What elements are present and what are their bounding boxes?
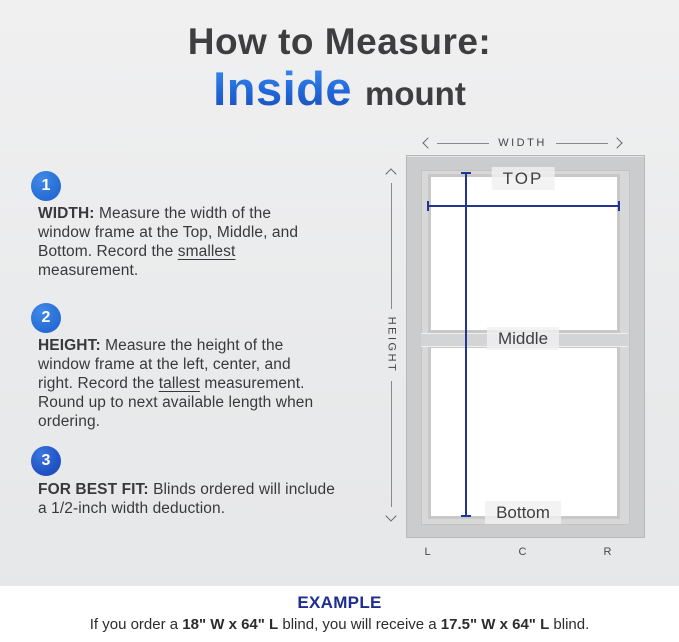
label-right-r: R xyxy=(603,546,613,558)
height-arrow-line xyxy=(391,183,392,309)
arrow-up-icon xyxy=(385,168,396,179)
width-dimension-arrow xyxy=(424,137,621,149)
label-bottom: Bottom xyxy=(485,501,561,524)
height-dimension-arrow xyxy=(384,170,398,520)
title-line-1: How to Measure: xyxy=(187,21,492,62)
width-label: WIDTH xyxy=(498,137,547,149)
width-arrow-line xyxy=(437,143,489,144)
title-rest-mount: mount xyxy=(365,74,466,112)
step-3-badge: 3 xyxy=(31,446,61,476)
page-title xyxy=(0,21,679,115)
height-label: HEIGHT xyxy=(385,316,397,374)
step-3-text: FOR BEST FIT: Blinds ordered will include a 1/2-inch width deduction. xyxy=(38,481,335,517)
step-1-text: WIDTH: Measure the width of the window frame at the Top, Middle, and Bottom. Record the smallest measurement. xyxy=(38,205,299,279)
step-2-badge: 2 xyxy=(31,303,61,333)
step-2-text: HEIGHT: Measure the height of the window frame at the left, center, and right. Record the tallest measurement. Round up to next available length when ordering. xyxy=(38,337,314,430)
title-line-2 xyxy=(0,61,679,115)
width-arrow-line xyxy=(556,143,608,144)
window-upper-pane xyxy=(428,174,620,333)
label-middle: Middle xyxy=(487,327,559,350)
height-measure-line xyxy=(465,172,467,517)
arrow-left-icon xyxy=(422,137,433,148)
title-accent-inside: Inside xyxy=(213,61,352,115)
label-top: TOP xyxy=(492,167,555,190)
label-left-l: L xyxy=(424,546,432,558)
arrow-right-icon xyxy=(611,137,622,148)
example-sentence: If you order a 18" W x 64" L blind, you will receive a 17.5" W x 64" L blind. xyxy=(89,616,590,633)
example-footer xyxy=(0,586,679,642)
arrow-down-icon xyxy=(385,510,396,521)
example-heading: EXAMPLE xyxy=(297,593,382,612)
label-center-c: C xyxy=(518,546,528,558)
height-arrow-line xyxy=(391,381,392,507)
window-lower-pane xyxy=(428,345,620,519)
width-measure-line xyxy=(427,205,620,207)
step-1-badge: 1 xyxy=(31,171,61,201)
